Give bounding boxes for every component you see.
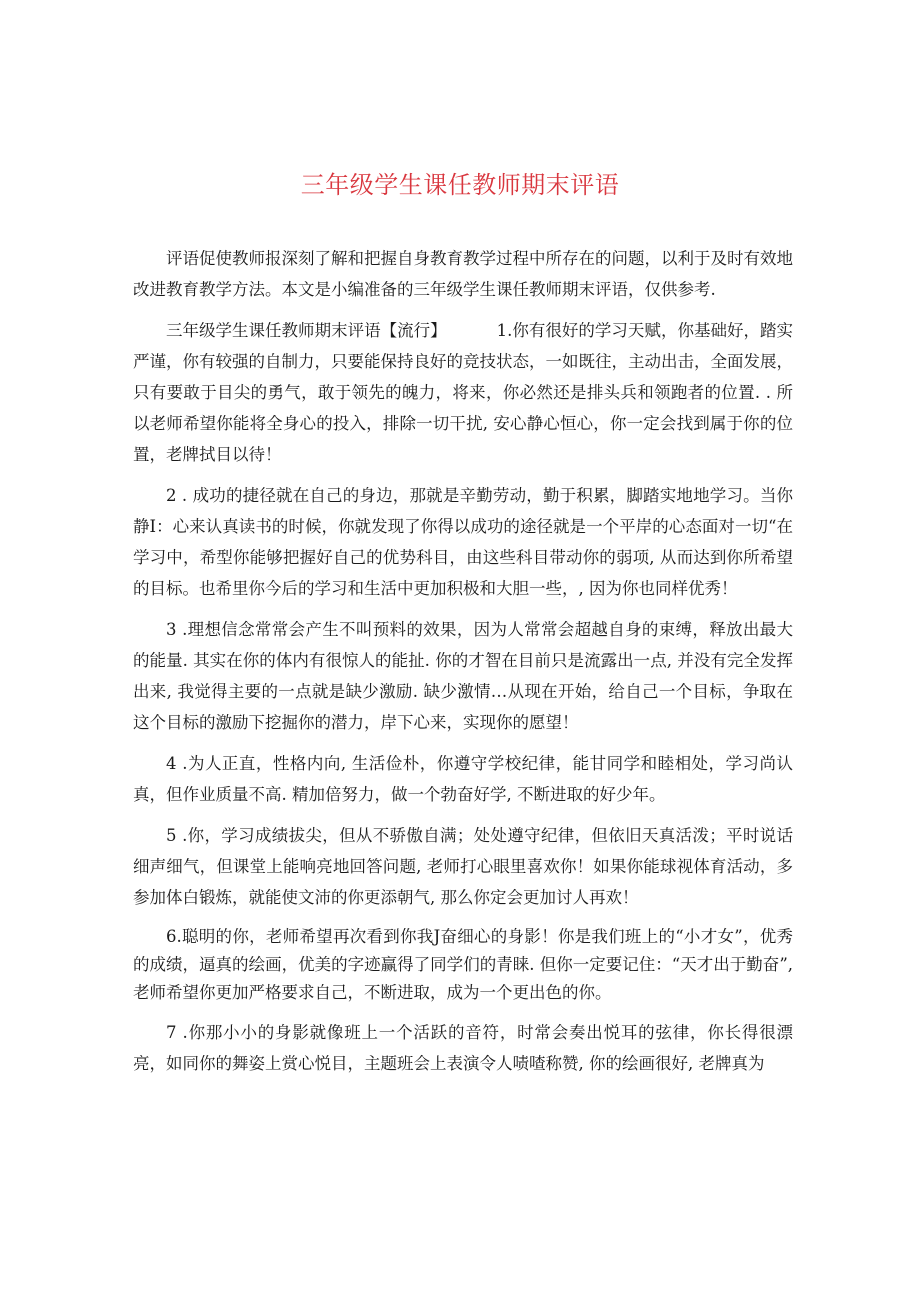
document-title: 三年级学生课任教师期末评语 <box>300 171 620 199</box>
paragraph-3: 3 .理想信念常常会产生不叫预料的效果，因为人常常会超越自身的束缚，释放出最大的能量. 其实在你的体内有很惊人的能扯. 你的才智在目前只是流露出一点, 并没有完全发挥出来, 我觉得主要的一点就是缺少激励. 缺少激情…从现在开始，给自己一个目标，争取在这个目标的激励下挖掘你的潜力，岸下心来，实现你的愿望！ <box>133 620 793 732</box>
paragraph-5: 5 .你，学习成绩拔尖，但从不骄傲自满；处处遵守纪律，但依旧天真活泼；平时说话细声细气，但课堂上能响亮地回答问题, 老师打心眼里喜欢你！如果你能球视体育活动，多参加体白锻炼，就能使文沛的你更添朝气, 那么你定会更加讨人再欢！ <box>133 826 793 907</box>
paragraph-6: 6.聪明的你，老师希望再次看到你我J奋细心的身影！你是我们班上的“小才女”，优秀的成绩，逼真的绘画，优美的字迹赢得了同学们的青睐. 但你一定要记住：“天才出于勤奋”, 老师希望你更加严格要求自己，不断进取，成为一个更出色的你。 <box>133 927 793 1002</box>
paragraph-2: 2 . 成功的捷径就在自己的身边，那就是辛勤劳动，勤于积累，脚踏实地地学习。当你静I：心来认真读书的时候，你就发现了你得以成功的途径就是一个平岸的心态面对一切“在学习中，希型你能够把握好自己的优势科目，由这些科目带动你的弱项, 从而达到你所希望的目标。也希里你今后的学习和生活中更加积极和大胆一些，, 因为你也同样优秀！ <box>133 486 793 598</box>
intro-paragraph: 评语促使教师报深刻了解和把握自身教育教学过程中所存在的问题，以利于及时有效地改进教育教学方法。本文是小编准备的三年级学生课任教师期末评语，仅供参考. <box>133 249 793 299</box>
document-body <box>133 243 793 1089</box>
paragraph-7: 7 .你那小小的身影就像班上一个活跃的音符，时常会奏出悦耳的弦律，你长得很漂亮，如同你的舞姿上赏心悦目，主题班会上表演令人啧喳称赞, 你的绘画很好, 老牌真为 <box>133 1023 793 1073</box>
paragraph-4: 4 .为人正直，性格内向, 生活俭朴，你遵守学校纪律，能甘同学和睦相处，学习尚认真，但作业质量不高. 精加倍努力，做一个勃奋好学, 不断进取的好少年。 <box>133 754 793 804</box>
paragraph-1 <box>133 315 793 470</box>
paragraph-1-text: 1.你有很好的学习天赋，你基础好，踏实严谨，你有较强的自制力，只要能保持良好的竞技状态，一如既往，主动出击，全面发展，只有要敢于目尖的勇气，敢于领先的魄力，将来，你必然还是排头兵和领跑者的位置. . 所以老师希望你能将全身心的投入，排除一切干扰, 安心静心恒心，你一定会找到属于你的位置，老牌拭目以待！ <box>133 321 793 464</box>
section-heading: 三年级学生课任教师期末评语【流行】 <box>166 321 447 340</box>
